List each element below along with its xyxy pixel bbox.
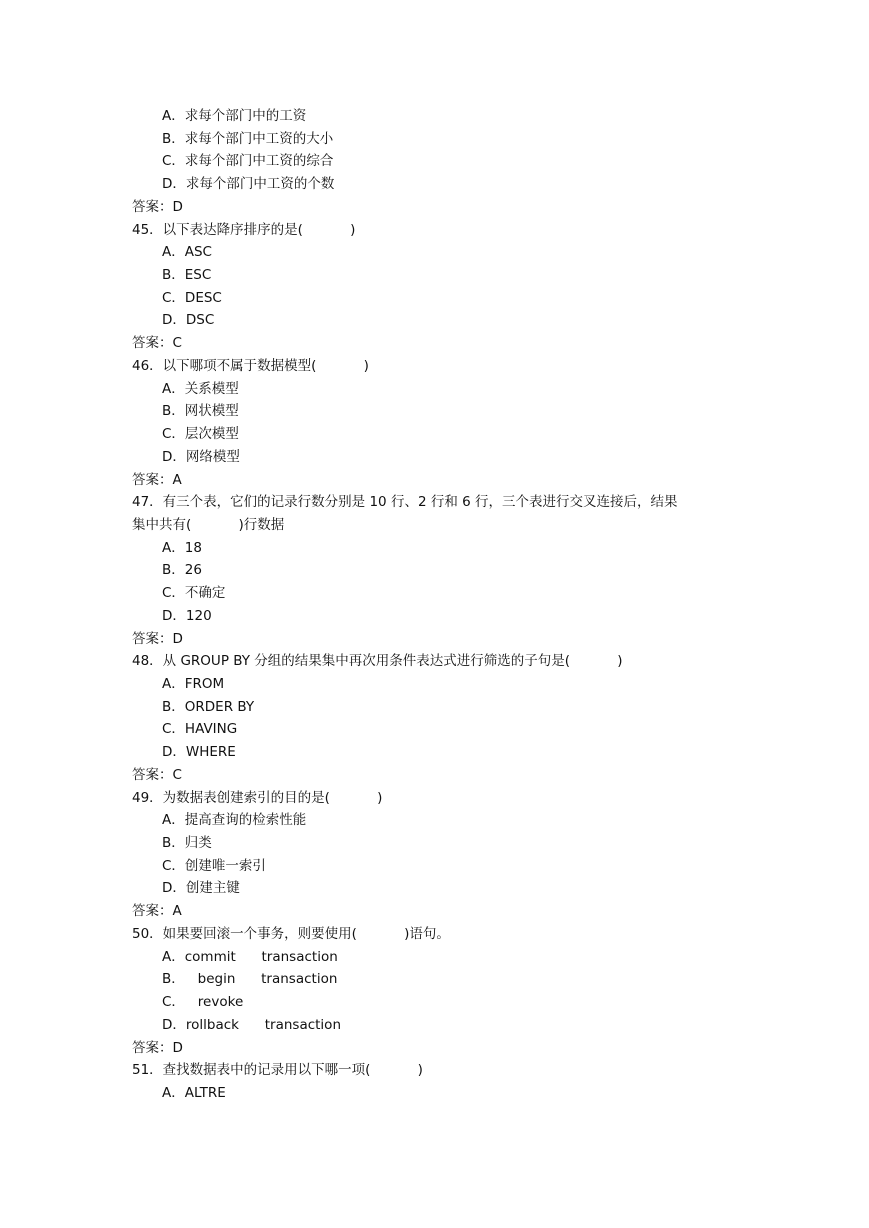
answer-option: D．WHERE — [162, 744, 236, 761]
question-text: 50．如果要回滚一个事务，则要使用( )语句。 — [132, 925, 450, 942]
answer-option: A．commit transaction — [162, 948, 338, 965]
answer-option: B．归类 — [162, 835, 212, 852]
answer-option: D．rollback transaction — [162, 1016, 342, 1033]
answer-option: D．网络模型 — [162, 448, 240, 465]
question-text: 45．以下表达降序排序的是( ) — [132, 221, 356, 238]
answer-option: A．18 — [162, 539, 202, 556]
answer-key: 答案：D — [132, 1039, 183, 1056]
answer-option: B． begin transaction — [162, 971, 338, 988]
answer-option: C．HAVING — [162, 721, 238, 738]
answer-option: D．DSC — [162, 312, 215, 329]
answer-option: A．FROM — [162, 676, 225, 692]
question-text: 48．从 GROUP BY 分组的结果集中再次用条件表达式进行筛选的子句是( ) — [132, 653, 623, 670]
answer-option: A．ALTRE — [162, 1084, 226, 1101]
answer-option: D．求每个部门中工资的个数 — [162, 176, 335, 193]
answer-key: 答案：D — [132, 198, 183, 215]
answer-key: 答案：C — [132, 766, 182, 783]
answer-option: C．层次模型 — [162, 426, 239, 443]
answer-option: B．ESC — [162, 267, 212, 284]
answer-option: B．26 — [162, 562, 202, 579]
answer-option: C．创建唯一索引 — [162, 857, 266, 874]
answer-option: B．求每个部门中工资的大小 — [162, 130, 334, 147]
question-text-continuation: 集中共有( )行数据 — [132, 516, 285, 533]
answer-option: A．关系模型 — [162, 380, 239, 397]
answer-key: 答案：A — [132, 471, 182, 488]
answer-key: 答案：D — [132, 630, 183, 647]
answer-option: A．求每个部门中的工资 — [162, 108, 307, 124]
answer-option: B．网状模型 — [162, 403, 239, 420]
answer-option: C． revoke — [162, 994, 244, 1011]
question-text: 47．有三个表，它们的记录行数分别是 10 行、2 行和 6 行，三个表进行交叉连接后，结果 — [132, 494, 678, 511]
answer-key: 答案：C — [132, 335, 182, 352]
question-text: 51．查找数据表中的记录用以下哪一项( ) — [132, 1062, 423, 1079]
answer-option: A．提高查询的检索性能 — [162, 812, 307, 829]
answer-option: B．ORDER BY — [162, 698, 255, 715]
answer-option: D．创建主键 — [162, 880, 240, 897]
answer-option: C．DESC — [162, 289, 222, 306]
answer-key: 答案：A — [132, 903, 182, 920]
answer-option: D．120 — [162, 607, 212, 624]
question-text: 46．以下哪项不属于数据模型( ) — [132, 357, 369, 374]
question-text: 49．为数据表创建索引的目的是( ) — [132, 789, 383, 806]
answer-option: C．不确定 — [162, 585, 226, 602]
answer-option: A．ASC — [162, 244, 212, 261]
answer-option: C．求每个部门中工资的综合 — [162, 153, 334, 170]
